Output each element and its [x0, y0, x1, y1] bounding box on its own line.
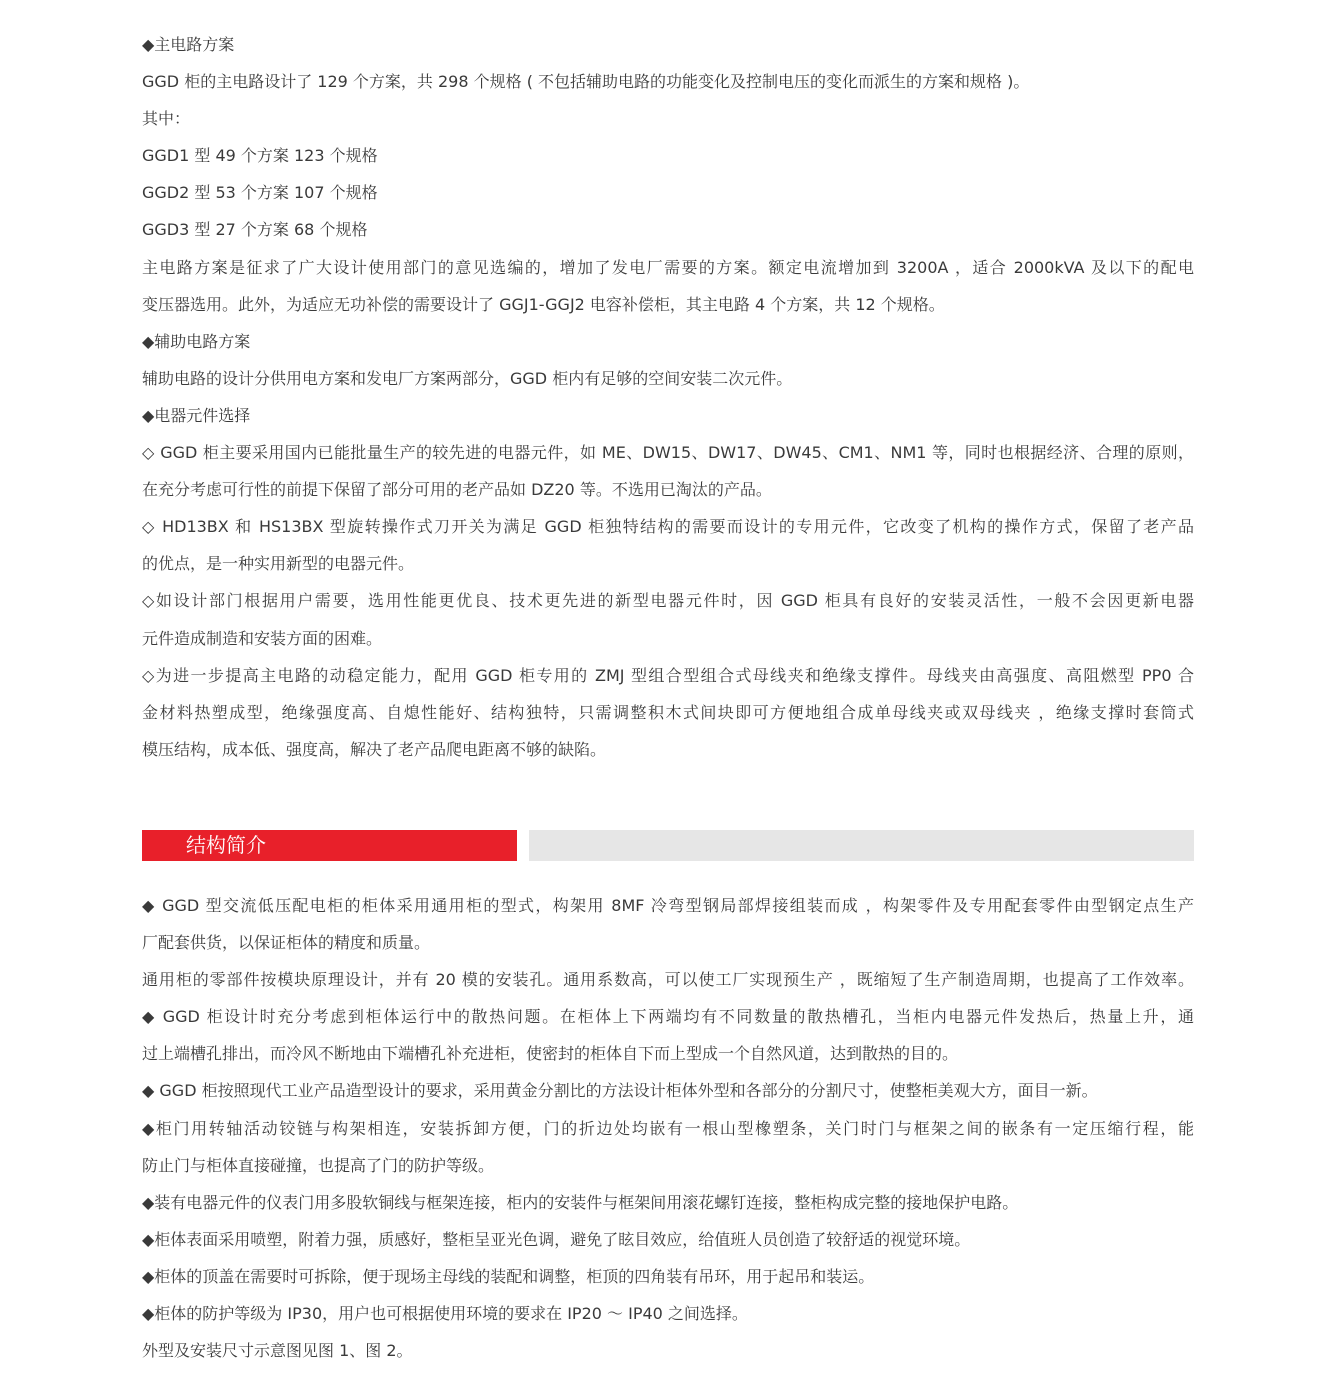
heading-gray-bar	[529, 830, 1194, 861]
paragraph-line: 模压结构，成本低、强度高，解决了老产品爬电距离不够的缺陷。	[142, 739, 607, 759]
paragraph-line: 金材料热塑成型，绝缘强度高、自熄性能好、结构独特，只需调整积木式间块即可方便地组合成单母线夹或双母线夹 ，绝缘支撑时套筒式	[142, 702, 1194, 722]
paragraph-line: 防止门与柜体直接碰撞，也提高了门的防护等级。	[142, 1155, 495, 1175]
paragraph-line: 其中：	[142, 109, 191, 129]
paragraph-line: ◆ GGD 柜按照现代工业产品造型设计的要求，采用黄金分割比的方法设计柜体外型和各部分的分割尺寸，使整柜美观大方，面目一新。	[142, 1081, 1098, 1101]
section-heading-main-circuit: ◆主电路方案	[142, 35, 235, 54]
paragraph-line: 厂配套供货，以保证柜体的精度和质量。	[142, 933, 431, 953]
paragraph-line: ◆装有电器元件的仪表门用多股软铜线与框架连接，柜内的安装件与框架间用滚花螺钉连接，整柜构成完整的接地保护电路。	[142, 1192, 1019, 1212]
section-heading-components: ◆电器元件选择	[142, 405, 251, 425]
paragraph-line: GGD 柜的主电路设计了 129 个方案，共 298 个规格 ( 不包括辅助电路的功能变化及控制电压的变化而派生的方案和规格 )。	[142, 72, 1030, 92]
paragraph-line: 元件造成制造和安装方面的困难。	[142, 628, 383, 648]
paragraph-line: 主电路方案是征求了广大设计使用部门的意见选编的，增加了发电厂需要的方案。额定电流增加到 3200A ，适合 2000kVA 及以下的配电	[142, 257, 1194, 277]
main-circuit-section	[142, 26, 1194, 768]
section-heading-aux-circuit: ◆辅助电路方案	[142, 331, 251, 351]
paragraph-line: 在充分考虑可行性的前提下保留了部分可用的老产品如 DZ20 等。不选用已淘汰的产品。	[142, 480, 772, 500]
paragraph-line: ◇为进一步提高主电路的动稳定能力，配用 GGD 柜专用的 ZMJ 型组合型组合式母线夹和绝缘支撑件。母线夹由高强度、高阻燃型 PP0 合	[142, 665, 1194, 685]
paragraph-line: ◆柜体的顶盖在需要时可拆除，便于现场主母线的装配和调整，柜顶的四角装有吊环，用于起吊和装运。	[142, 1266, 875, 1286]
paragraph-line: ◇ GGD 柜主要采用国内已能批量生产的较先进的电器元件，如 ME、DW15、DW17、DW45、CM1、NM1 等，同时也根据经济、合理的原则，	[142, 443, 1194, 463]
structure-heading-bar	[142, 830, 1194, 861]
paragraph-line: ◆ GGD 型交流低压配电柜的柜体采用通用柜的型式，构架用 8MF 冷弯型钢局部焊接组装而成 ，构架零件及专用配套零件由型钢定点生产	[142, 896, 1194, 915]
paragraph-line: ◇如设计部门根据用户需要，选用性能更优良、技术更先进的新型电器元件时，因 GGD 柜具有良好的安装灵活性，一般不会因更新电器	[142, 591, 1194, 611]
structure-section	[142, 887, 1194, 1369]
paragraph-line: 辅助电路的设计分供用电方案和发电厂方案两部分，GGD 柜内有足够的空间安装二次元件。	[142, 368, 793, 388]
heading-red-block	[142, 830, 517, 861]
paragraph-line: GGD1 型 49 个方案 123 个规格	[142, 146, 378, 166]
paragraph-line: ◆柜门用转轴活动铰链与构架相连，安装拆卸方便，门的折边处均嵌有一根山型橡塑条，关门时门与框架之间的嵌条有一定压缩行程，能	[142, 1118, 1194, 1138]
structure-heading-title: 结构简介	[186, 833, 266, 857]
paragraph-line: 过上端槽孔排出，而冷风不断地由下端槽孔补充进柜，使密封的柜体自下而上型成一个自然风道，达到散热的目的。	[142, 1044, 959, 1064]
paragraph-line: 外型及安装尺寸示意图见图 1、图 2。	[142, 1341, 413, 1361]
paragraph-line: GGD3 型 27 个方案 68 个规格	[142, 220, 368, 240]
paragraph-line: 通用柜的零部件按模块原理设计，并有 20 模的安装孔。通用系数高，可以使工厂实现预生产 ，既缩短了生产制造周期，也提高了工作效率。	[142, 970, 1194, 990]
paragraph-line: ◇ HD13BX 和 HS13BX 型旋转操作式刀开关为满足 GGD 柜独特结构的需要而设计的专用元件，它改变了机构的操作方式，保留了老产品	[142, 517, 1194, 537]
paragraph-line: ◆柜体的防护等级为 IP30，用户也可根据使用环境的要求在 IP20 ～ IP40 之间选择。	[142, 1304, 748, 1324]
paragraph-line: 变压器选用。此外，为适应无功补偿的需要设计了 GGJ1-GGJ2 电容补偿柜，其主电路 4 个方案，共 12 个规格。	[142, 294, 945, 314]
paragraph-line: ◆柜体表面采用喷塑，附着力强，质感好，整柜呈亚光色调，避免了眩目效应，给值班人员创造了较舒适的视觉环境。	[142, 1229, 971, 1249]
paragraph-line: GGD2 型 53 个方案 107 个规格	[142, 183, 378, 203]
paragraph-line: ◆ GGD 柜设计时充分考虑到柜体运行中的散热问题。在柜体上下两端均有不同数量的散热槽孔，当柜内电器元件发热后，热量上升，通	[142, 1007, 1194, 1027]
paragraph-line: 的优点，是一种实用新型的电器元件。	[142, 554, 415, 574]
